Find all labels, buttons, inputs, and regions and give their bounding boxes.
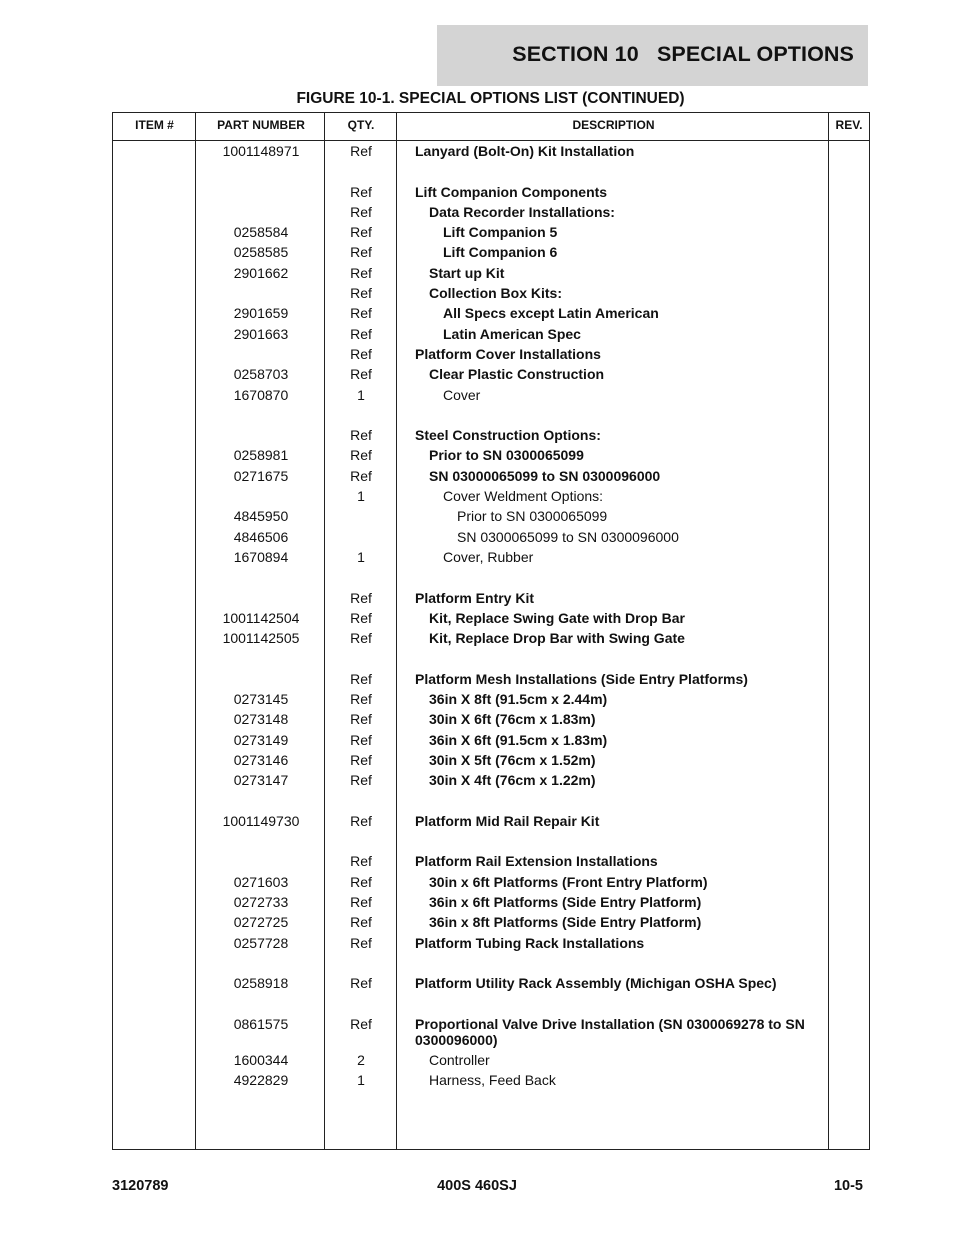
part-number-cell: 0273149 — [233, 731, 289, 748]
table-row — [113, 912, 869, 932]
part-number-cell: 0273148 — [233, 711, 289, 728]
qty-cell: Ref — [350, 893, 372, 910]
table-row — [113, 466, 869, 486]
table-row — [113, 283, 869, 303]
description-cell: 30in X 5ft (76cm x 1.52m) — [429, 751, 596, 768]
description-cell: Platform Utility Rack Assembly (Michigan OSHA Spec) — [415, 975, 777, 992]
description-cell — [415, 567, 813, 587]
table-row — [113, 202, 869, 222]
qty-cell: Ref — [350, 731, 372, 748]
table-row — [113, 1014, 869, 1050]
part-number-cell: 0258981 — [233, 447, 289, 464]
qty-cell: Ref — [350, 609, 372, 626]
part-number-cell: 0271603 — [233, 873, 289, 890]
description-cell — [415, 161, 813, 181]
qty-cell: Ref — [350, 670, 372, 687]
description-cell: 36in x 6ft Platforms (Side Entry Platform) — [429, 893, 702, 910]
table-row — [113, 1050, 869, 1070]
description-cell: Collection Box Kits: — [429, 285, 563, 302]
table-row — [113, 303, 869, 323]
table-row — [113, 567, 869, 587]
table-row — [113, 385, 869, 405]
qty-cell: Ref — [350, 873, 372, 890]
table-row — [113, 445, 869, 465]
description-cell: Platform Mesh Installations (Side Entry Platforms) — [415, 670, 748, 687]
description-cell: Lift Companion 5 — [443, 224, 558, 241]
qty-cell: Ref — [350, 589, 372, 606]
description-cell: Platform Entry Kit — [415, 589, 535, 606]
qty-cell: Ref — [350, 447, 372, 464]
footer-model: 400S 460SJ — [437, 1178, 517, 1194]
description-cell — [415, 648, 813, 668]
description-cell — [415, 405, 813, 425]
figure-title: FIGURE 10-1. SPECIAL OPTIONS LIST (CONTINUED) — [296, 90, 685, 107]
qty-cell: Ref — [350, 244, 372, 261]
table-row — [113, 730, 869, 750]
qty-cell: Ref — [350, 345, 372, 362]
qty-cell: Ref — [350, 143, 372, 159]
qty-cell: Ref — [350, 264, 372, 281]
table-row — [113, 263, 869, 283]
description-cell: 30in X 6ft (76cm x 1.83m) — [429, 711, 596, 728]
part-number-cell: 4845950 — [233, 508, 289, 525]
description-cell: 30in x 6ft Platforms (Front Entry Platform) — [429, 873, 708, 890]
table-row — [113, 547, 869, 567]
description-cell: Lift Companion 6 — [443, 244, 558, 261]
table-row — [113, 750, 869, 770]
description-cell: Cover Weldment Options: — [443, 488, 604, 505]
qty-cell: Ref — [350, 691, 372, 708]
qty-cell: Ref — [350, 934, 372, 951]
description-cell: 36in X 6ft (91.5cm x 1.83m) — [429, 731, 608, 748]
qty-cell: Ref — [350, 711, 372, 728]
table-row — [113, 709, 869, 729]
table-row — [113, 527, 869, 547]
parts-table — [112, 112, 870, 1150]
part-number-cell: 0258585 — [233, 244, 289, 261]
table-body — [113, 141, 869, 1090]
footer-page-number: 10-5 — [833, 1178, 863, 1194]
part-number-cell: 0271675 — [233, 467, 289, 484]
description-cell: Platform Cover Installations — [415, 345, 601, 362]
table-row — [113, 689, 869, 709]
table-row — [113, 669, 869, 689]
column-header-part-number: PART NUMBER — [217, 118, 305, 132]
table-row — [113, 892, 869, 912]
table-row — [113, 344, 869, 364]
qty-cell: Ref — [350, 975, 372, 992]
table-row — [113, 161, 869, 181]
qty-cell: Ref — [350, 203, 372, 220]
part-number-cell: 0861575 — [233, 1015, 289, 1032]
part-number-cell: 0258584 — [233, 224, 289, 241]
qty-cell: 1 — [357, 548, 365, 565]
column-header-description: DESCRIPTION — [572, 118, 655, 132]
part-number-cell: 1001148971 — [222, 143, 300, 159]
column-header-qty: QTY. — [347, 118, 375, 132]
description-cell: Platform Tubing Rack Installations — [415, 934, 645, 951]
qty-cell: Ref — [350, 325, 372, 342]
description-cell: Cover — [443, 386, 481, 403]
table-row — [113, 831, 869, 851]
qty-cell: Ref — [350, 305, 372, 322]
table-row — [113, 993, 869, 1013]
description-cell: 30in X 4ft (76cm x 1.22m) — [429, 772, 596, 789]
table-row — [113, 811, 869, 831]
part-number-cell: 2901663 — [233, 325, 289, 342]
qty-cell: 1 — [357, 1072, 365, 1089]
description-cell: Clear Plastic Construction — [429, 366, 605, 383]
part-number-cell: 0258703 — [233, 366, 289, 383]
table-row — [113, 851, 869, 871]
description-cell — [415, 791, 813, 811]
part-number-cell: 0258918 — [233, 975, 289, 992]
part-number-cell: 1600344 — [233, 1051, 289, 1068]
table-row — [113, 973, 869, 993]
description-cell: Prior to SN 0300065099 — [429, 447, 584, 464]
table-row — [113, 872, 869, 892]
description-cell: 36in X 8ft (91.5cm x 2.44m) — [429, 691, 608, 708]
table-row — [113, 425, 869, 445]
description-cell: Platform Mid Rail Repair Kit — [415, 812, 600, 829]
table-row — [113, 141, 869, 161]
qty-cell: Ref — [350, 467, 372, 484]
description-cell: Platform Rail Extension Installations — [415, 853, 658, 870]
description-cell: Lift Companion Components — [415, 183, 608, 200]
description-cell — [415, 993, 813, 1013]
table-row — [113, 1070, 869, 1090]
part-number-cell: 0257728 — [233, 934, 289, 951]
description-cell: Start up Kit — [429, 264, 505, 281]
description-cell: Prior to SN 0300065099 — [457, 508, 608, 525]
description-cell: Steel Construction Options: — [415, 427, 601, 444]
table-row — [113, 608, 869, 628]
qty-cell: Ref — [350, 224, 372, 241]
table-row — [113, 405, 869, 425]
table-row — [113, 324, 869, 344]
table-row — [113, 486, 869, 506]
part-number-cell: 2901662 — [233, 264, 289, 281]
description-cell — [415, 953, 813, 973]
qty-cell: Ref — [350, 366, 372, 383]
qty-cell: Ref — [350, 1015, 372, 1032]
qty-cell: Ref — [350, 914, 372, 931]
part-number-cell: 2901659 — [233, 305, 289, 322]
table-row — [113, 588, 869, 608]
qty-cell: Ref — [350, 285, 372, 302]
description-cell — [415, 831, 813, 851]
description-cell: Harness, Feed Back — [429, 1072, 556, 1089]
qty-cell: Ref — [350, 630, 372, 647]
qty-cell: 1 — [357, 488, 365, 505]
table-header-row — [113, 113, 869, 141]
description-cell: Latin American Spec — [443, 325, 581, 342]
table-row — [113, 222, 869, 242]
description-cell: Cover, Rubber — [443, 548, 534, 565]
table-row — [113, 242, 869, 262]
table-row — [113, 182, 869, 202]
part-number-cell: 0273145 — [233, 691, 289, 708]
qty-cell: Ref — [350, 183, 372, 200]
qty-cell: Ref — [350, 812, 372, 829]
table-row — [113, 364, 869, 384]
description-cell: All Specs except Latin American — [443, 305, 659, 322]
table-row — [113, 506, 869, 526]
description-cell: Kit, Replace Drop Bar with Swing Gate — [429, 630, 685, 647]
description-cell: Proportional Valve Drive Installation (SN 0300069278 to SN 0300096000) — [415, 1015, 805, 1048]
section-title: SECTION 10 SPECIAL OPTIONS — [512, 42, 854, 66]
table-row — [113, 953, 869, 973]
part-number-cell: 1670894 — [233, 548, 289, 565]
part-number-cell: 1001142504 — [222, 609, 300, 626]
part-number-cell: 4922829 — [233, 1072, 289, 1089]
description-cell: Controller — [429, 1051, 490, 1068]
description-cell: Data Recorder Installations: — [429, 203, 615, 220]
part-number-cell: 0273147 — [233, 772, 289, 789]
qty-cell: Ref — [350, 751, 372, 768]
section-header-band — [437, 25, 868, 86]
qty-cell: 2 — [357, 1051, 365, 1068]
qty-cell: Ref — [350, 427, 372, 444]
footer-document-number: 3120789 — [112, 1178, 169, 1194]
description-cell: 36in x 8ft Platforms (Side Entry Platform) — [429, 914, 702, 931]
column-header-item: ITEM # — [135, 118, 174, 132]
description-cell: Lanyard (Bolt-On) Kit Installation — [415, 143, 635, 159]
table-row — [113, 791, 869, 811]
part-number-cell: 0273146 — [233, 751, 289, 768]
description-cell: Kit, Replace Swing Gate with Drop Bar — [429, 609, 685, 626]
table-row — [113, 770, 869, 790]
part-number-cell: 1001149730 — [222, 812, 300, 829]
part-number-cell: 0272733 — [233, 893, 289, 910]
qty-cell: Ref — [350, 772, 372, 789]
column-header-rev: REV. — [835, 118, 863, 132]
table-row — [113, 933, 869, 953]
table-row — [113, 628, 869, 648]
description-cell: SN 03000065099 to SN 0300096000 — [429, 467, 661, 484]
table-row — [113, 648, 869, 668]
qty-cell: 1 — [357, 386, 365, 403]
part-number-cell: 4846506 — [233, 528, 289, 545]
qty-cell: Ref — [350, 853, 372, 870]
description-cell: SN 0300065099 to SN 0300096000 — [457, 528, 679, 545]
part-number-cell: 0272725 — [233, 914, 289, 931]
part-number-cell: 1001142505 — [222, 630, 300, 647]
part-number-cell: 1670870 — [233, 386, 289, 403]
